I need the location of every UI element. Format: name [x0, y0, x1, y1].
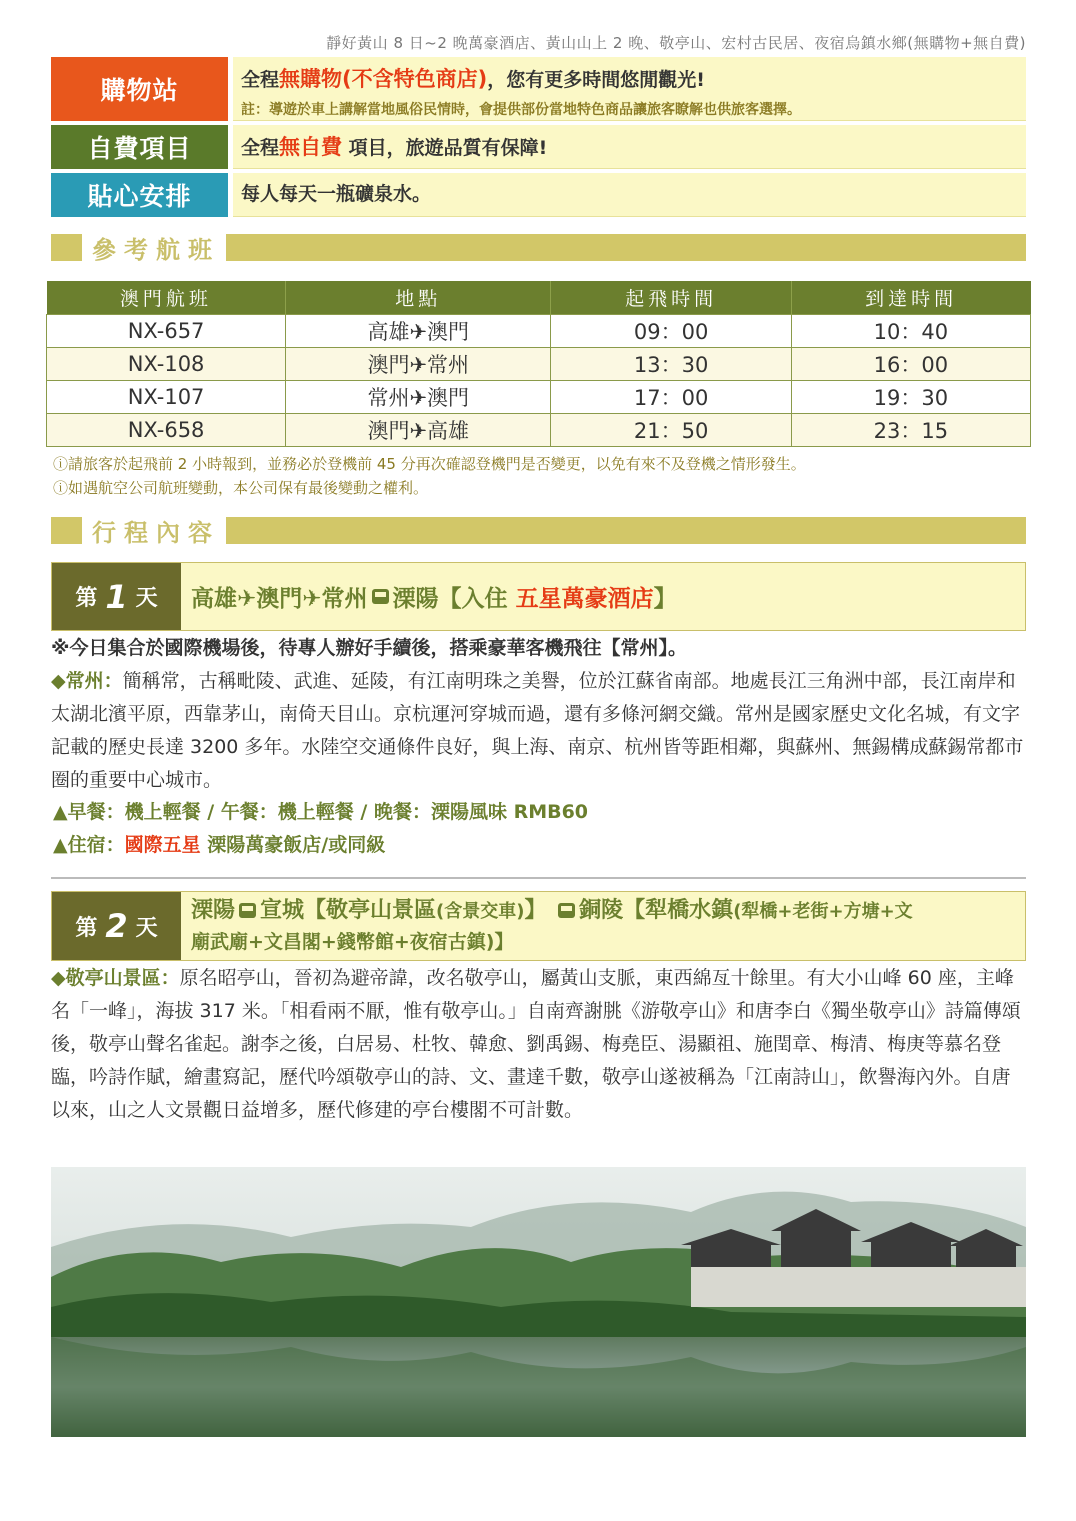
flight-departure: 09：00	[551, 314, 791, 347]
shopping-label: 購物站	[51, 57, 228, 121]
day-number: 2	[105, 907, 128, 945]
table-row	[47, 314, 1031, 347]
day-number: 1	[105, 577, 128, 616]
flight-arrival: 10：40	[791, 314, 1030, 347]
day1-intro: ※今日集合於國際機場後，待專人辦好手續後，搭乘豪華客機飛往【常州】。	[51, 637, 687, 659]
day1-title	[181, 563, 1025, 630]
day2-origin: 溧陽	[191, 897, 236, 923]
flight-no: NX-108	[47, 347, 286, 380]
stay-rating: 國際五星	[124, 834, 201, 856]
day1-place-name: ◆常州：	[51, 670, 123, 692]
section-marker	[51, 234, 82, 261]
day2-place-desc	[51, 962, 1026, 1127]
day1-meals: ▲早餐：機上輕餐 / 午餐：機上輕餐 / 晚餐：溧陽風味 RMB60	[53, 801, 589, 823]
day1-destination: 溧陽【入住	[392, 586, 508, 612]
flight-route: 高雄✈澳門	[286, 314, 551, 347]
optional-suffix: 項目，旅遊品質有保障!	[342, 137, 548, 159]
table-row	[47, 380, 1031, 413]
stay-prefix: ▲住宿：	[53, 834, 125, 856]
care-label: 貼心安排	[51, 173, 228, 217]
day-divider	[51, 877, 1026, 879]
col-header-route: 地點	[286, 281, 551, 314]
day-suffix: 天	[135, 915, 158, 941]
flight-notes	[53, 452, 806, 500]
optional-row	[51, 125, 1026, 169]
day2-header	[51, 891, 1026, 961]
care-row	[51, 173, 1026, 217]
day2-stop2: 銅陵【犁橋水鎮	[579, 897, 734, 923]
col-header-arrival: 到達時間	[791, 281, 1030, 314]
flight-note: ⓘ請旅客於起飛前 2 小時報到，並務必於登機前 45 分再次確認登機門是否變更，以免有來不及登機之情形發生。	[53, 455, 806, 473]
table-row	[47, 347, 1031, 380]
day1-stay	[53, 830, 385, 857]
bus-icon	[239, 903, 256, 918]
shopping-main	[241, 63, 1018, 93]
day2-place-name: ◆敬亭山景區：	[51, 967, 180, 989]
shopping-suffix: ，您有更多時間悠閒觀光!	[487, 69, 705, 91]
day2-body	[51, 962, 1026, 1127]
day1-place-desc	[51, 665, 1026, 797]
flights-section-title: 參考航班	[92, 236, 220, 264]
col-header-flight: 澳門航班	[47, 281, 286, 314]
flight-arrival: 19：30	[791, 380, 1030, 413]
day1-description: 簡稱常，古稱毗陵、武進、延陵，有江南明珠之美譽，位於江蘇省南部。地處長江三角洲中部，長江南岸和太湖北濱平原，西靠茅山，南倚天目山。京杭運河穿城而過，還有多條河網交織。常州是國家歷史文化名城，有文字記載的歷史長達 3200 多年。水陸空交通條件良好，與上海、南京、杭州皆等距相鄰，與蘇州、無錫構成蘇錫常都市圈的重要中心城市。	[51, 670, 1024, 791]
itinerary-section-title: 行程內容	[92, 519, 220, 547]
day1-badge	[52, 563, 181, 630]
jingting-mountain-photo	[51, 1167, 1026, 1437]
optional-label: 自費項目	[51, 125, 228, 169]
flights-section-title-box	[51, 234, 226, 264]
optional-content	[233, 125, 1026, 169]
day-prefix: 第	[75, 915, 98, 941]
flight-route: 常州✈澳門	[286, 380, 551, 413]
optional-main	[241, 131, 1018, 161]
shopping-prefix: 全程	[241, 69, 280, 91]
flight-arrival: 16：00	[791, 347, 1030, 380]
day-prefix: 第	[75, 586, 98, 611]
day2-stop1: 宣城【敬亭山景區	[260, 897, 437, 923]
day2-stop2-note: (犁橋+老街+方塘+文	[733, 900, 913, 922]
flight-departure: 13：30	[551, 347, 791, 380]
shopping-row	[51, 57, 1026, 121]
flight-departure: 17：00	[551, 380, 791, 413]
day1-bracket: 】	[653, 586, 677, 612]
day2-title	[181, 892, 1025, 960]
day2-badge	[52, 892, 181, 960]
day2-bracket: 】	[524, 897, 547, 923]
flight-no: NX-107	[47, 380, 286, 413]
flights-table	[46, 281, 1031, 447]
flight-route: 澳門✈常州	[286, 347, 551, 380]
care-content	[233, 173, 1026, 217]
bus-icon	[372, 589, 389, 604]
flights-section-bar	[51, 234, 1026, 264]
day2-title-line1	[191, 895, 913, 927]
flight-departure: 21：50	[551, 413, 791, 446]
landscape-image	[51, 1167, 1026, 1437]
optional-highlight: 無自費	[279, 135, 343, 159]
itinerary-section-bar	[51, 517, 1026, 547]
bus-icon	[558, 903, 575, 918]
table-row	[47, 413, 1031, 446]
section-marker	[51, 517, 82, 544]
flight-no: NX-657	[47, 314, 286, 347]
shopping-content	[233, 57, 1026, 121]
col-header-departure: 起飛時間	[551, 281, 791, 314]
day1-hotel: 五星萬豪酒店	[515, 586, 654, 612]
flight-arrival: 23：15	[791, 413, 1030, 446]
day1-route: 高雄✈澳門✈常州	[191, 586, 368, 612]
care-main: 每人每天一瓶礦泉水。	[241, 183, 432, 205]
optional-prefix: 全程	[241, 137, 280, 159]
flights-header-row	[47, 281, 1031, 314]
day2-description: 原名昭亭山，晉初為避帝諱，改名敬亭山，屬黃山支脈，東西綿亙十餘里。有大小山峰 60 座，主峰名「一峰」，海拔 317 米。「相看兩不厭，惟有敬亭山。」自南齊謝朓《游敬亭山》和唐李白《獨坐敬亭山》詩篇傳頌後，敬亭山聲名雀起。謝李之後，白居易、杜牧、韓愈、劉禹錫、梅堯臣、湯顯祖、施閏章、梅清、梅庚等慕名登臨，吟詩作賦，繪畫寫記，歷代吟頌敬亭山的詩、文、畫達千數，敬亭山遂被稱為「江南詩山」，飲譽海內外。自唐以來，山之人文景觀日益增多，歷代修建的亭台樓閣不可計數。	[51, 967, 1021, 1121]
shopping-note: 註：導遊於車上講解當地風俗民情時，會提供部份當地特色商品讓旅客瞭解也供旅客選擇。	[241, 102, 801, 118]
flight-no: NX-658	[47, 413, 286, 446]
itinerary-section-title-box	[51, 517, 226, 547]
day2-stop1-note: (含景交車)	[436, 900, 525, 922]
day1-body	[51, 632, 1026, 797]
info-block	[51, 57, 1026, 221]
tour-title: 靜好黃山 8 日~2 晚萬豪酒店、黃山山上 2 晚、敬亭山、宏村古民居、夜宿烏鎮水鄉(無購物+無自費)	[326, 34, 1026, 52]
flight-note: ⓘ如遇航空公司航班變動，本公司保有最後變動之權利。	[53, 479, 429, 497]
shopping-highlight: 無購物(不含特色商店)	[279, 67, 488, 91]
day1-header	[51, 562, 1026, 631]
day2-title-line2: 廟武廟+文昌閣+錢幣館+夜宿古鎮)】	[191, 930, 514, 953]
day-suffix: 天	[135, 586, 158, 611]
flight-route: 澳門✈高雄	[286, 413, 551, 446]
stay-hotel: 溧陽萬豪飯店/或同級	[200, 834, 386, 856]
